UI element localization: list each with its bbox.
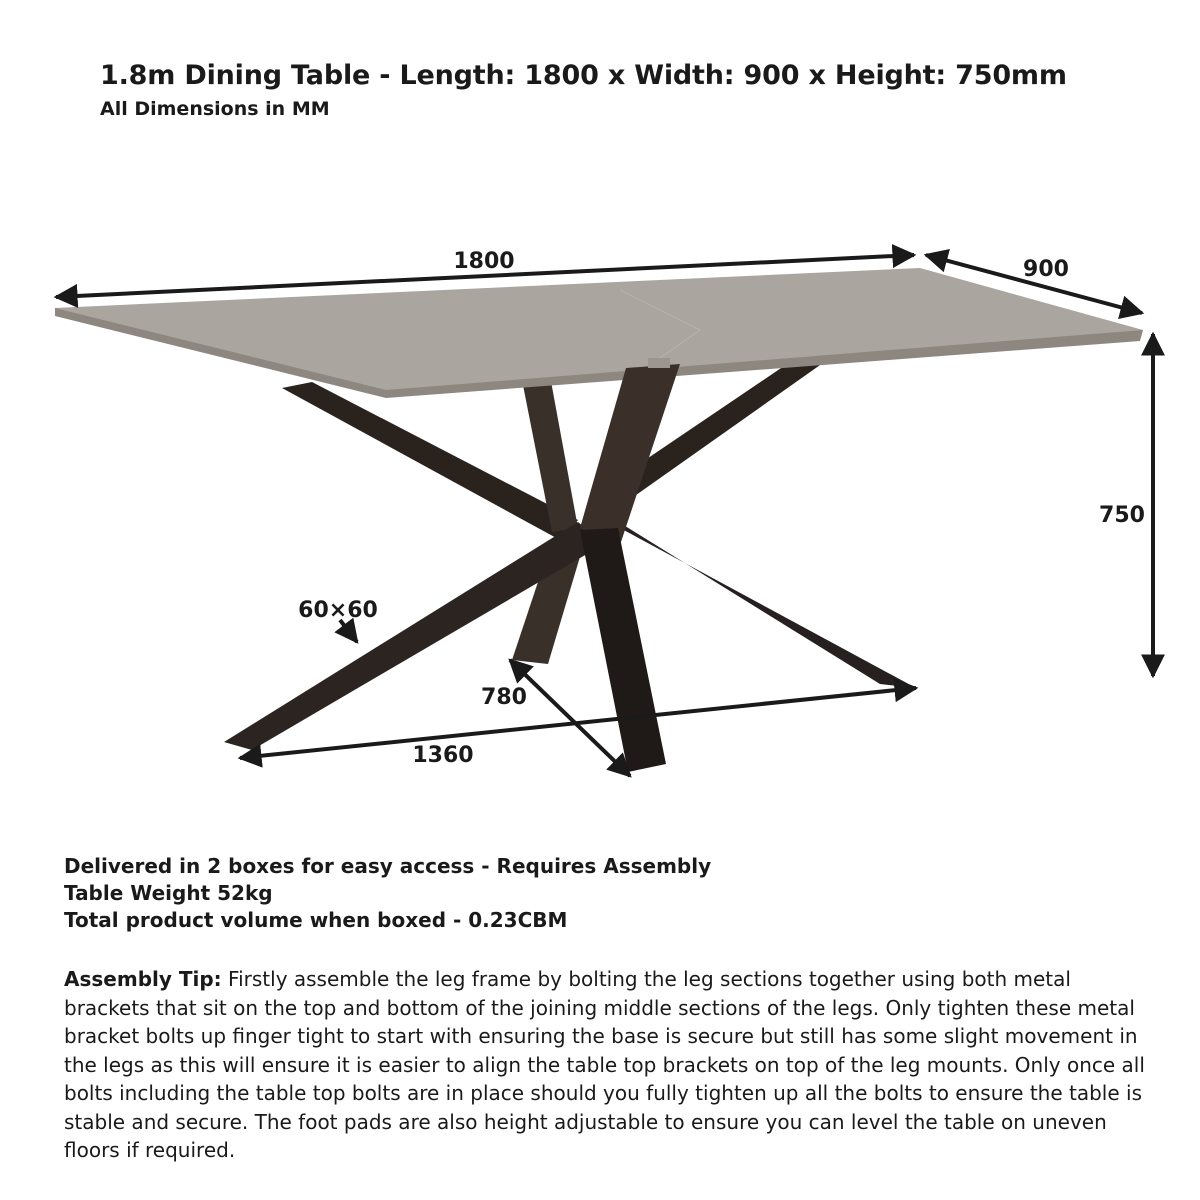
leg-front-lower xyxy=(580,528,666,772)
leg-section-label: 60×60 xyxy=(298,598,378,623)
length-label: 1800 xyxy=(453,249,515,274)
volume-line: Total product volume when boxed - 0.23CBM xyxy=(64,908,568,932)
base-length-dimension-line xyxy=(240,688,916,758)
page-title: 1.8m Dining Table - Length: 1800 x Width: 900 x Height: 750mm xyxy=(100,60,1067,91)
base-length-label: 1360 xyxy=(412,743,474,768)
assembly-tip-text: Firstly assemble the leg frame by bolting the leg sections together using both metal brackets that sit on the top and bottom of the joining middle sections of the legs. Only tighten these metal bracket bolts up finger tight to start with ensuring the base is secure but still has some slight movement in the legs as this will ensure it is easier to align the table top brackets on top of the leg mounts. Only once all bolts including the table top bolts are in place should you fully tighten up all the bolts to ensure the table is stable and secure. The foot pads are also height adjustable to ensure you can level the table on uneven floors if required. xyxy=(64,967,1145,1162)
table-top-surface xyxy=(55,268,1143,390)
weight-line: Table Weight 52kg xyxy=(64,881,273,905)
leg-mount-bracket xyxy=(648,358,670,368)
assembly-tip-label: Assembly Tip: xyxy=(64,967,222,991)
delivery-line: Delivered in 2 boxes for easy access - Requires Assembly xyxy=(64,854,712,878)
page-subtitle: All Dimensions in MM xyxy=(100,98,330,120)
delivery-info xyxy=(64,853,711,934)
width-label: 900 xyxy=(1023,257,1069,282)
assembly-tip xyxy=(64,965,1154,1165)
base-width-label: 780 xyxy=(481,685,527,710)
height-label: 750 xyxy=(1099,503,1145,528)
leg-section-pointer xyxy=(340,620,357,642)
